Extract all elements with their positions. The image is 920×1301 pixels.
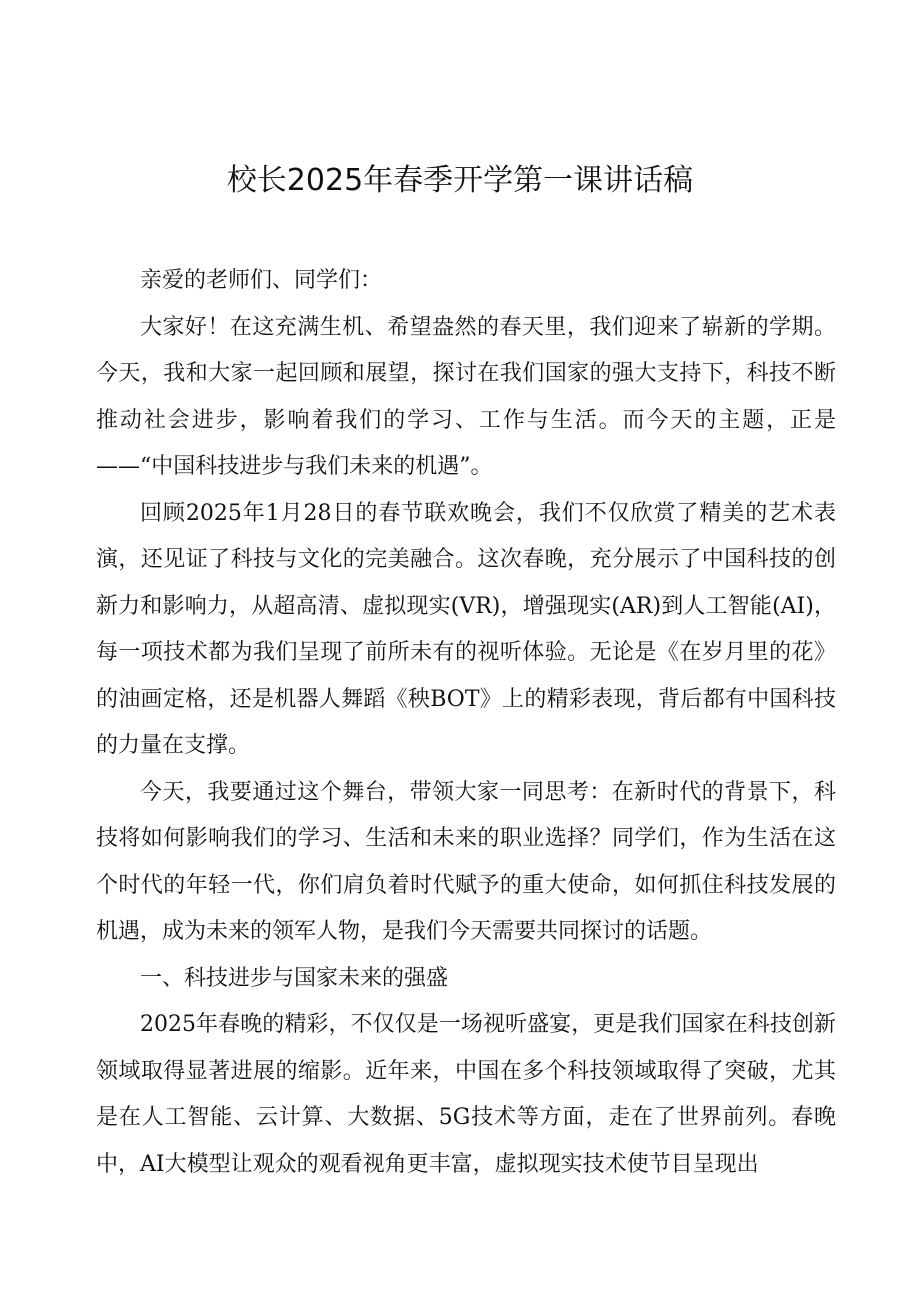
- body-paragraph: 2025年春晚的精彩，不仅仅是一场视听盛宴，更是我们国家在科技创新领域取得显著进展的缩影。近年来，中国在多个科技领域取得了突破，尤其是在人工智能、云计算、大数据、5G技术等方面，走在了世界前列。春晚中，AI大模型让观众的观看视角更丰富，虚拟现实技术使节目呈现出: [96, 1012, 836, 1177]
- document-title: 校长2025年春季开学第一课讲话稿: [226, 163, 694, 198]
- body-paragraph: 大家好！在这充满生机、希望盎然的春天里，我们迎来了崭新的学期。今天，我和大家一起回顾和展望，探讨在我们国家的强大支持下，科技不断推动社会进步，影响着我们的学习、工作与生活。而今天的主题，正是——“中国科技进步与我们未来的机遇”。: [96, 314, 836, 479]
- body-paragraph: 今天，我要通过这个舞台，带领大家一同思考：在新时代的背景下，科技将如何影响我们的学习、生活和未来的职业选择？同学们，作为生活在这个时代的年轻一代，你们肩负着时代赋予的重大使命，如何抓住科技发展的机遇，成为未来的领军人物，是我们今天需要共同探讨的话题。: [96, 779, 836, 944]
- section-heading: 一、科技进步与国家未来的强盛: [140, 965, 449, 991]
- body-paragraph: 回顾2025年1月28日的春节联欢晚会，我们不仅欣赏了精美的艺术表演，还见证了科技与文化的完美融合。这次春晚，充分展示了中国科技的创新力和影响力，从超高清、虚拟现实(VR)，增强现实(AR)到人工智能(AI)，每一项技术都为我们呈现了前所未有的视听体验。无论是《在岁月里的花》的油画定格，还是机器人舞蹈《秧BOT》上的精彩表现，背后都有中国科技的力量在支撑。: [96, 500, 836, 758]
- greeting-paragraph: 亲爱的老师们、同学们：: [140, 268, 383, 293]
- document-body: [96, 258, 836, 1188]
